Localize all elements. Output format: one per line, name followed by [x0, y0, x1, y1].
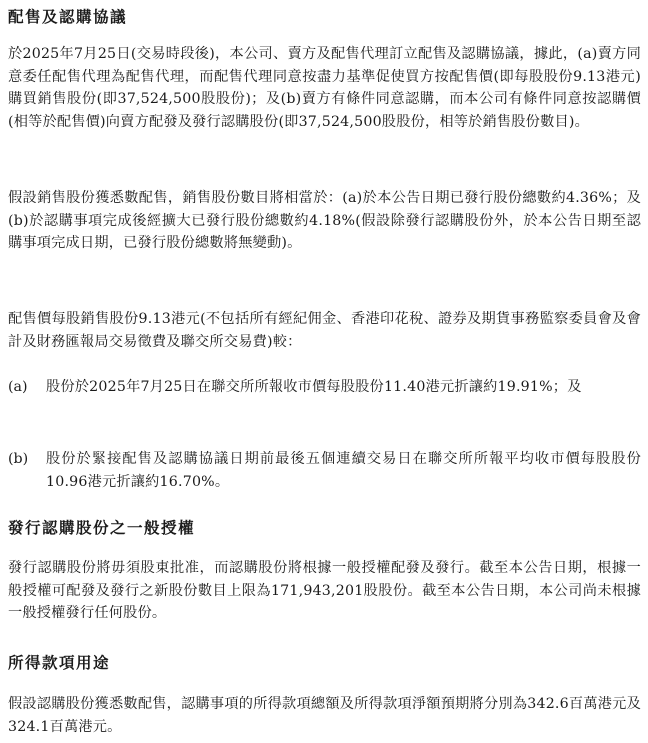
list-item-marker: (b) [8, 451, 29, 467]
paragraph-use-of-proceeds: 假設認購股份獲悉數配售，認購事項的所得款項總額及所得款項淨額預期將分別為342.6百萬港元及324.1百萬港元。 [8, 696, 641, 735]
list-item [8, 376, 641, 399]
list-item [8, 448, 641, 493]
section-heading-placing-and-subscription: 配售及認購協議 [8, 7, 128, 26]
paragraph-placing-price: 配售價每股銷售股份9.13港元(不包括所有經紀佣金、香港印花稅、證券及期貨事務監察委員會及會計及財務匯報局交易徵費及聯交所交易費)較： [8, 311, 641, 350]
paragraph-agreement: 於2025年7月25日(交易時段後)，本公司、賣方及配售代理訂立配售及認購協議，據此，(a)賣方同意委任配售代理為配售代理，而配售代理同意按盡力基準促使買方按配售價(即每股股份9.13港元)購買銷售股份(即37,524,500股股份)；及(b)賣方有條件同意認購，而本公司有條件同意按認購價(相等於配售價)向賣方配發及發行認購股份(即37,524,500股股份，相等於銷售股份數目)。 [8, 46, 641, 130]
list-item-marker: (a) [8, 379, 28, 395]
paragraph-general-mandate: 發行認購股份將毋須股東批准，而認購股份將根據一般授權配發及發行。截至本公告日期，根據一般授權可配發及發行之新股份數目上限為171,943,201股股份。截至本公告日期，本公司尚未根據一般授權發行任何股份。 [8, 560, 641, 622]
section-heading-use-of-proceeds: 所得款項用途 [8, 653, 111, 672]
list-item-text: 股份於2025年7月25日在聯交所所報收市價每股股份11.40港元折讓約19.91%；及 [46, 379, 582, 395]
list-item-text: 股份於緊接配售及認購協議日期前最後五個連續交易日在聯交所所報平均收市價每股股份10.96港元折讓約16.70%。 [46, 451, 641, 490]
section-heading-general-mandate: 發行認購股份之一般授權 [8, 518, 196, 537]
paragraph-shares-percentage: 假設銷售股份獲悉數配售，銷售股份數目將相當於：(a)於本公告日期已發行股份總數約4.36%；及(b)於認購事項完成後經擴大已發行股份總數約4.18%(假設除發行認購股份外，於本公告日期至認購事項完成日期，已發行股份總數將無變動)。 [8, 190, 641, 252]
